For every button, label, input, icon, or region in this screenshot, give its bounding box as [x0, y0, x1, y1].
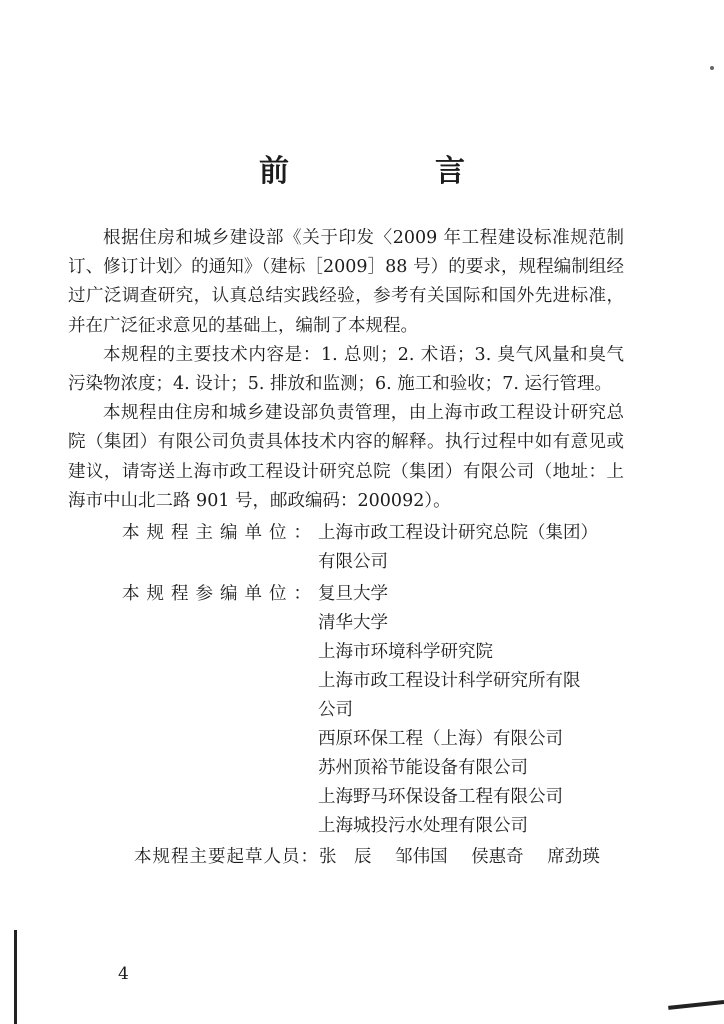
participating-unit-line: 公司 — [318, 700, 353, 721]
drafter-name: 邹伟国 — [395, 847, 448, 868]
preface-body — [68, 224, 624, 872]
participating-units-label: 本规程参编单位： — [122, 584, 318, 605]
participating-units-values — [318, 580, 624, 841]
participating-unit-line: 上海城投污水处理有限公司 — [318, 816, 528, 837]
participating-unit-line: 西原环保工程（上海）有限公司 — [318, 729, 563, 750]
paragraph-basis: 根据住房和城乡建设部《关于印发〈2009 年工程建设标准规范制订、修订计划〉的通知》（建标［2009］88 号）的要求，规程编制组经过广泛调查研究，认真总结实践经验，参考有关国际和国外先进标准，并在广泛征求意见的基础上，编制了本规程。 — [68, 228, 624, 336]
participating-units-block — [68, 580, 624, 841]
paragraph-management: 本规程由住房和城乡建设部负责管理，由上海市政工程设计研究总院（集团）有限公司负责具体技术内容的解释。执行过程中如有意见或建议，请寄送上海市政工程设计研究总院（集团）有限公司（地址：上海市中山北二路 901 号，邮政编码：200092）。 — [68, 403, 624, 511]
drafter-name: 侯惠奇 — [471, 847, 524, 868]
paragraph-contents: 本规程的主要技术内容是：1. 总则；2. 术语；3. 臭气风量和臭气污染物浓度；4. 设计；5. 排放和监测；6. 施工和验收；7. 运行管理。 — [68, 344, 624, 395]
participating-unit-line: 上海市政工程设计科学研究所有限 — [318, 671, 581, 692]
chief-unit-block — [68, 519, 624, 577]
participating-unit-line: 上海市环境科学研究院 — [318, 642, 493, 663]
page-title: 前 言 — [259, 154, 523, 189]
chief-unit-line: 有限公司 — [318, 552, 388, 573]
scan-edge-right — [668, 1000, 724, 1010]
scan-edge-left — [14, 930, 17, 1024]
drafter-name: 席劲瑛 — [547, 847, 600, 868]
drafter-name: 张 辰 — [319, 847, 372, 868]
chief-unit-values — [318, 519, 624, 577]
chief-unit-line: 上海市政工程设计研究总院（集团） — [318, 523, 598, 544]
drafters-names — [319, 843, 618, 872]
participating-unit-line: 上海野马环保设备工程有限公司 — [318, 787, 563, 808]
participating-unit-line: 清华大学 — [318, 613, 388, 634]
page-number: 4 — [118, 964, 129, 984]
drafters-block — [68, 843, 624, 872]
chief-unit-label: 本规程主编单位： — [122, 523, 318, 544]
drafters-label: 本规程主要起草人员： — [134, 847, 319, 868]
participating-unit-line: 复旦大学 — [318, 584, 388, 605]
participating-unit-line: 苏州顶裕节能设备有限公司 — [318, 758, 528, 779]
scan-speck — [710, 66, 714, 70]
